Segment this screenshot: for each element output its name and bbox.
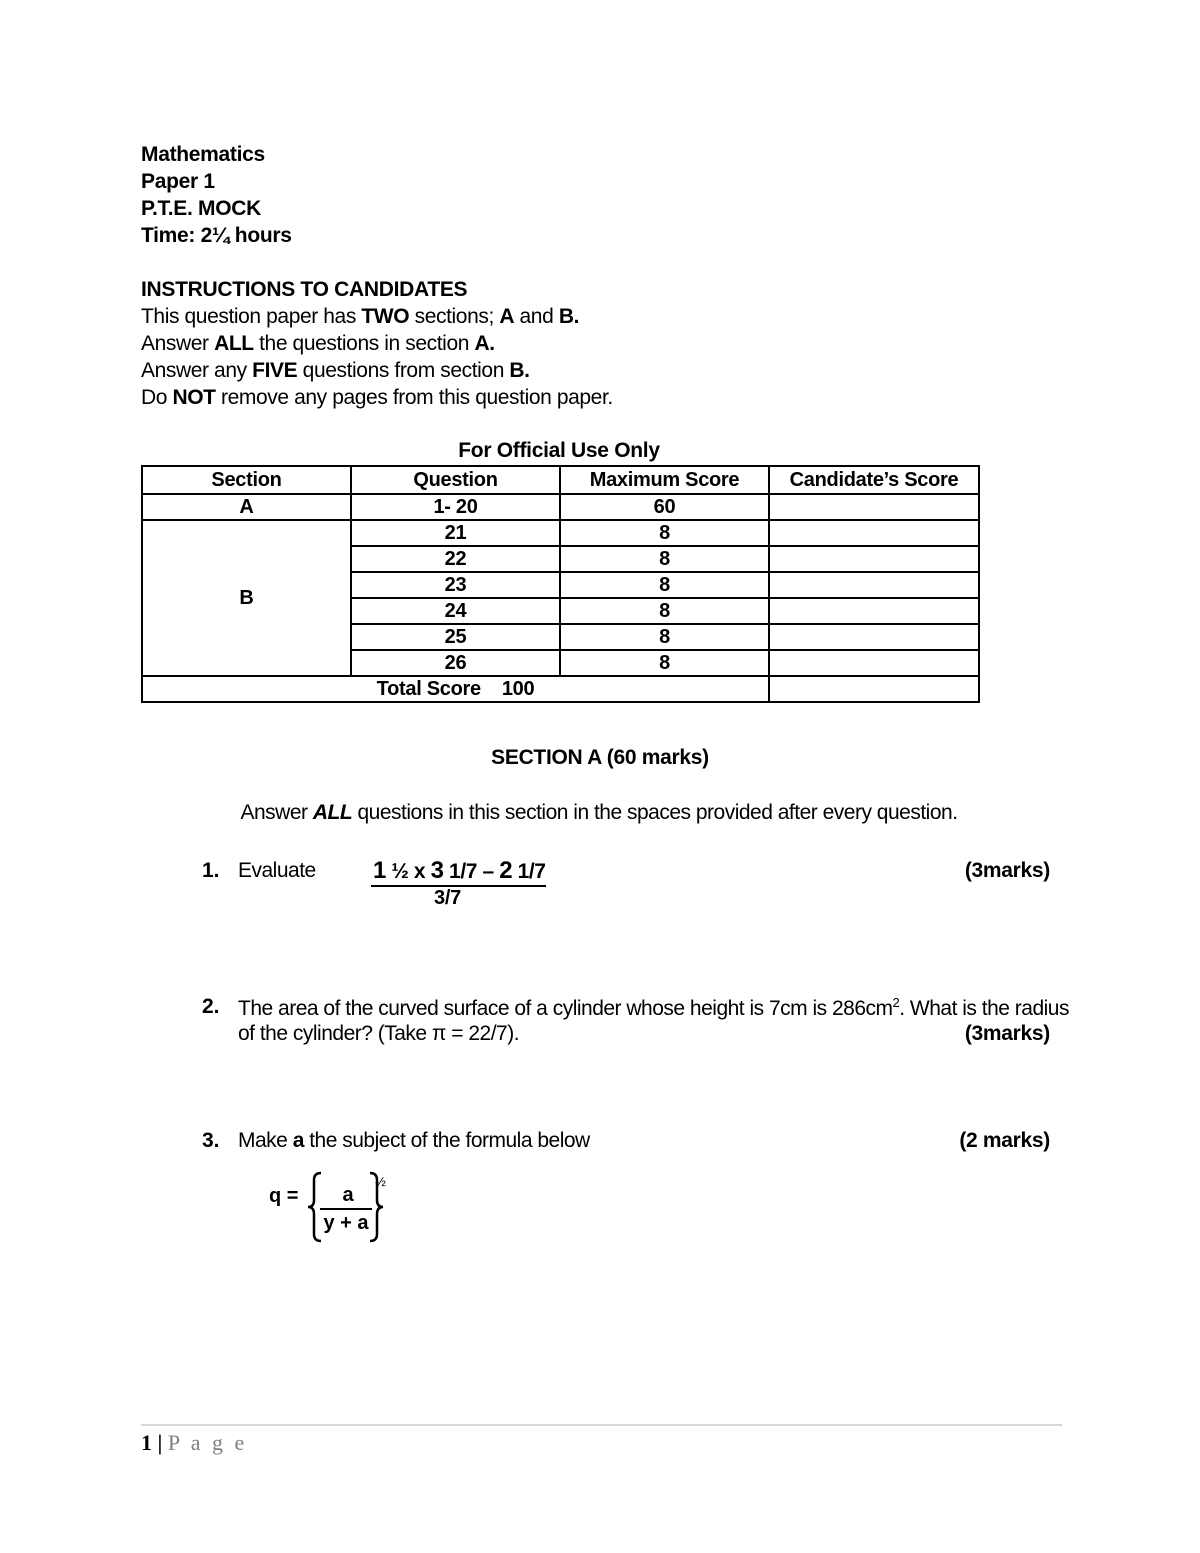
question-cell: 22 [351, 546, 560, 572]
question-2-number: 2. [202, 995, 220, 1018]
header-section: Section [142, 466, 351, 494]
question-cell: 23 [351, 572, 560, 598]
question-3-marks: (2 marks) [959, 1129, 1050, 1152]
score-table [141, 465, 980, 703]
instructions-heading: INSTRUCTIONS TO CANDIDATES [141, 278, 468, 301]
header-question: Question [351, 466, 560, 494]
max-score-cell: 60 [560, 494, 769, 520]
instruction-line-1: This question paper has TWO sections; A and B. [141, 305, 580, 328]
instruction-line-2: Answer ALL the questions in section A. [141, 332, 495, 355]
candidate-score-cell[interactable] [769, 650, 979, 676]
question-3-text: Make a the subject of the formula below [238, 1129, 590, 1152]
table-header-row [142, 466, 979, 494]
question-1-number: 1. [202, 859, 220, 882]
max-score-cell: 8 [560, 598, 769, 624]
footer-divider [141, 1424, 1062, 1426]
table-row [142, 520, 979, 546]
page-label: P a g e [167, 1430, 248, 1455]
section-a-instruction: Answer ALL questions in this section in the spaces provided after every question. [240, 801, 958, 824]
question-cell: 21 [351, 520, 560, 546]
section-b-cell: B [142, 520, 351, 676]
question-cell: 25 [351, 624, 560, 650]
max-score-cell: 8 [560, 572, 769, 598]
max-score-cell: 8 [560, 650, 769, 676]
section-a-title: SECTION A (60 marks) [491, 746, 709, 769]
formula-lhs: q = [269, 1185, 299, 1207]
candidate-score-cell[interactable] [769, 494, 979, 520]
max-score-cell: 8 [560, 520, 769, 546]
total-row [142, 676, 979, 702]
question-1-text: Evaluate [238, 859, 316, 882]
subject-title: Mathematics [141, 143, 265, 166]
question-cell: 26 [351, 650, 560, 676]
question-2-text-line-2: of the cylinder? (Take π = 22/7). [238, 1022, 520, 1045]
max-score-cell: 8 [560, 546, 769, 572]
question-3-number: 3. [202, 1129, 220, 1152]
table-row [142, 494, 979, 520]
question-1-numerator: 1 ½ x 3 1/7 – 2 1/7 [371, 857, 546, 887]
page-number: 1 | [141, 1430, 163, 1455]
candidate-score-cell[interactable] [769, 624, 979, 650]
question-1-marks: (3marks) [964, 859, 1050, 882]
candidate-score-cell[interactable] [769, 546, 979, 572]
time-label: Time: 2¼ hours [141, 224, 292, 247]
question-2-text-line-1: The area of the curved surface of a cylinder whose height is 7cm is $286cm^2$. What is the radius [238, 995, 1069, 1020]
formula-exponent: ½ [375, 1174, 386, 1189]
formula-numerator: a [342, 1184, 354, 1206]
max-score-cell: 8 [560, 624, 769, 650]
candidate-score-cell[interactable] [769, 520, 979, 546]
question-cell: 1- 20 [351, 494, 560, 520]
candidate-score-cell[interactable] [769, 572, 979, 598]
question-3-formula [268, 1170, 408, 1250]
total-score-value: 100 [501, 678, 535, 700]
page-footer [141, 1430, 247, 1456]
formula-denominator: y + a [323, 1212, 369, 1234]
header-max-score: Maximum Score [560, 466, 769, 494]
official-use-caption: For Official Use Only [458, 439, 660, 462]
section-a-cell: A [142, 494, 351, 520]
question-2-marks: (3marks) [964, 1022, 1050, 1045]
question-1-denominator: 3/7 [434, 887, 461, 909]
total-score-label: Total Score [376, 678, 481, 700]
paper-label: Paper 1 [141, 170, 215, 193]
exam-label: P.T.E. MOCK [141, 197, 262, 220]
question-cell: 24 [351, 598, 560, 624]
candidate-total-cell[interactable] [769, 676, 979, 702]
header-candidate-score: Candidate’s Score [769, 466, 979, 494]
instruction-line-3: Answer any FIVE questions from section B. [141, 359, 530, 382]
instruction-line-4: Do NOT remove any pages from this question paper. [141, 386, 613, 409]
candidate-score-cell[interactable] [769, 598, 979, 624]
total-score-cell [142, 676, 769, 702]
